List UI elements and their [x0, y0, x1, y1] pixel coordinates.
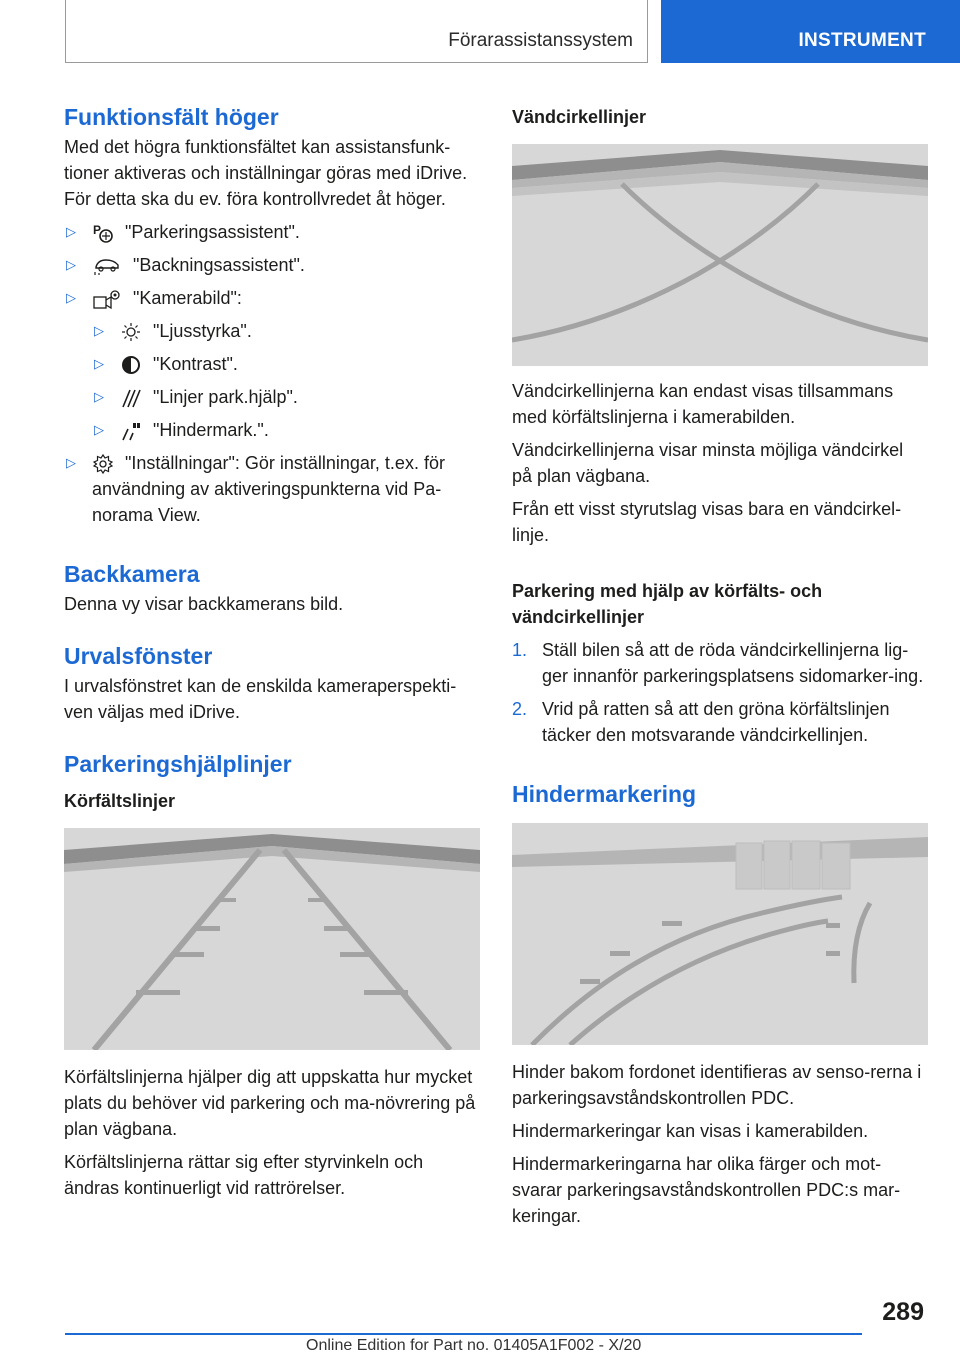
svg-text:P: P	[93, 223, 102, 238]
list-item-label: "Kontrast".	[153, 354, 238, 374]
heading-urvalsfonster: Urvalsfönster	[64, 643, 213, 669]
hindermarkering-text-3: Hindermarkeringarna har olika färger och mot-svarar parkeringsavståndskontrollen PDC:s mar-keringar.	[512, 1154, 901, 1226]
lane-lines-illustration	[64, 828, 480, 1050]
list-item-contrast	[92, 351, 480, 377]
heading-parkeringshjalplinjer: Parkeringshjälplinjer	[64, 751, 292, 777]
korfaltslinjer-text-1: Körfältslinjerna hjälper dig att uppskatta hur mycket plats du behöver vid parkering och ma-növrering på plan vägbana.	[64, 1067, 476, 1139]
bullet-triangle-icon: ▷	[94, 356, 104, 371]
function-list	[64, 219, 480, 528]
list-item-settings	[64, 450, 480, 528]
list-item-label: "Ljusstyrka".	[153, 321, 252, 341]
vandcirkellinjer-text-2: Vändcirkellinjerna visar minsta möjliga vändcirkel på plan vägbana.	[512, 440, 904, 486]
bullet-triangle-icon: ▷	[66, 224, 76, 239]
list-item-label: "Kamerabild":	[133, 288, 242, 308]
list-item-label: "Backningsassistent".	[133, 255, 305, 275]
parking-step	[512, 696, 928, 748]
backkamera-text: Denna vy visar backkamerans bild.	[64, 594, 344, 614]
urvalsfonster-text: I urvalsfönstret kan de enskilda kameraperspekti-ven väljas med iDrive.	[64, 676, 457, 722]
header-chapter-title: INSTRUMENT	[798, 30, 926, 51]
parking-steps-list	[512, 637, 928, 748]
vandcirkellinjer-text-3: Från ett visst styrutslag visas bara en vändcirkel-linje.	[512, 499, 902, 545]
obstacle-marking-illustration	[512, 823, 928, 1045]
bullet-triangle-icon: ▷	[66, 455, 76, 470]
list-item-obstacle-marking	[92, 417, 480, 443]
header-section-title: Förarassistanssystem	[448, 30, 633, 51]
page-number: 289	[882, 1298, 924, 1326]
list-item-brightness	[92, 318, 480, 344]
heading-hindermarkering: Hindermarkering	[512, 781, 697, 807]
step-text: Ställ bilen så att de röda vändcirkellinjerna lig-ger innanför parkeringsplatsens sidomarker-ing.	[542, 640, 924, 686]
hindermarkering-text-2: Hindermarkeringar kan visas i kamerabilden.	[512, 1121, 869, 1141]
heading-vandcirkellinjer: Vändcirkellinjer	[512, 107, 647, 127]
step-number: 2.	[512, 699, 528, 719]
bullet-triangle-icon: ▷	[66, 257, 76, 272]
header-section-box	[65, 0, 648, 63]
step-text: Vrid på ratten så att den gröna körfältslinjen täcker den motsvarande vändcirkellinjen.	[542, 699, 890, 745]
turning-circle-illustration	[512, 144, 928, 366]
right-column	[512, 100, 928, 1229]
footer-edition: Online Edition for Part no. 01405A1F002 - X/20	[306, 1337, 642, 1354]
list-item-label: "Parkeringsassistent".	[125, 222, 300, 242]
left-column	[64, 100, 480, 1201]
camera-sub-list	[92, 318, 480, 443]
step-number: 1.	[512, 640, 528, 660]
camera-icon	[92, 288, 122, 310]
bullet-triangle-icon: ▷	[66, 290, 76, 305]
hindermarkering-text-1: Hinder bakom fordonet identifieras av senso-rerna i parkeringsavståndskontrollen PDC.	[512, 1062, 922, 1108]
reversing-assistant-icon	[92, 256, 122, 276]
list-item-reversing-assistant	[64, 252, 480, 278]
vandcirkellinjer-text-1: Vändcirkellinjerna kan endast visas tillsammans med körfältslinjerna i kamerabilden.	[512, 381, 894, 427]
bullet-triangle-icon: ▷	[94, 422, 104, 437]
funktionsfalt-intro: Med det högra funktionsfältet kan assistansfunk-tioner aktiveras och inställningar göras med iDrive. För detta ska du ev. föra kontrollvredet åt höger.	[64, 137, 468, 209]
bullet-triangle-icon: ▷	[94, 323, 104, 338]
korfaltslinjer-text-2: Körfältslinjerna rättar sig efter styrvinkeln och ändras kontinuerligt vid rattrörelser.	[64, 1152, 424, 1198]
heading-backkamera: Backkamera	[64, 561, 200, 587]
parking-assistant-icon	[92, 222, 114, 244]
heading-funktionsfalt: Funktionsfält höger	[64, 104, 279, 130]
heading-parkering-med-hjalp: Parkering med hjälp av körfälts- och vändcirkellinjer	[512, 581, 823, 627]
list-item-parking-lines	[92, 384, 480, 410]
list-item-label: "Linjer park.hjälp".	[153, 387, 298, 407]
footer-divider	[65, 1333, 862, 1335]
contrast-icon	[120, 354, 142, 376]
header-chapter-tab	[661, 0, 960, 63]
gear-icon	[92, 453, 114, 475]
heading-korfaltslinjer: Körfältslinjer	[64, 791, 176, 811]
brightness-icon	[120, 321, 142, 343]
list-item-parking-assistant	[64, 219, 480, 245]
obstacle-marking-icon	[120, 420, 142, 442]
list-item-label: "Hindermark.".	[153, 420, 269, 440]
parking-step	[512, 637, 928, 689]
list-item-camera	[64, 285, 480, 443]
parking-lines-icon	[120, 387, 142, 409]
list-item-label: "Inställningar": Gör inställningar, t.ex. för användning av aktiveringspunkterna vid Pa-norama View.	[92, 453, 445, 525]
bullet-triangle-icon: ▷	[94, 389, 104, 404]
